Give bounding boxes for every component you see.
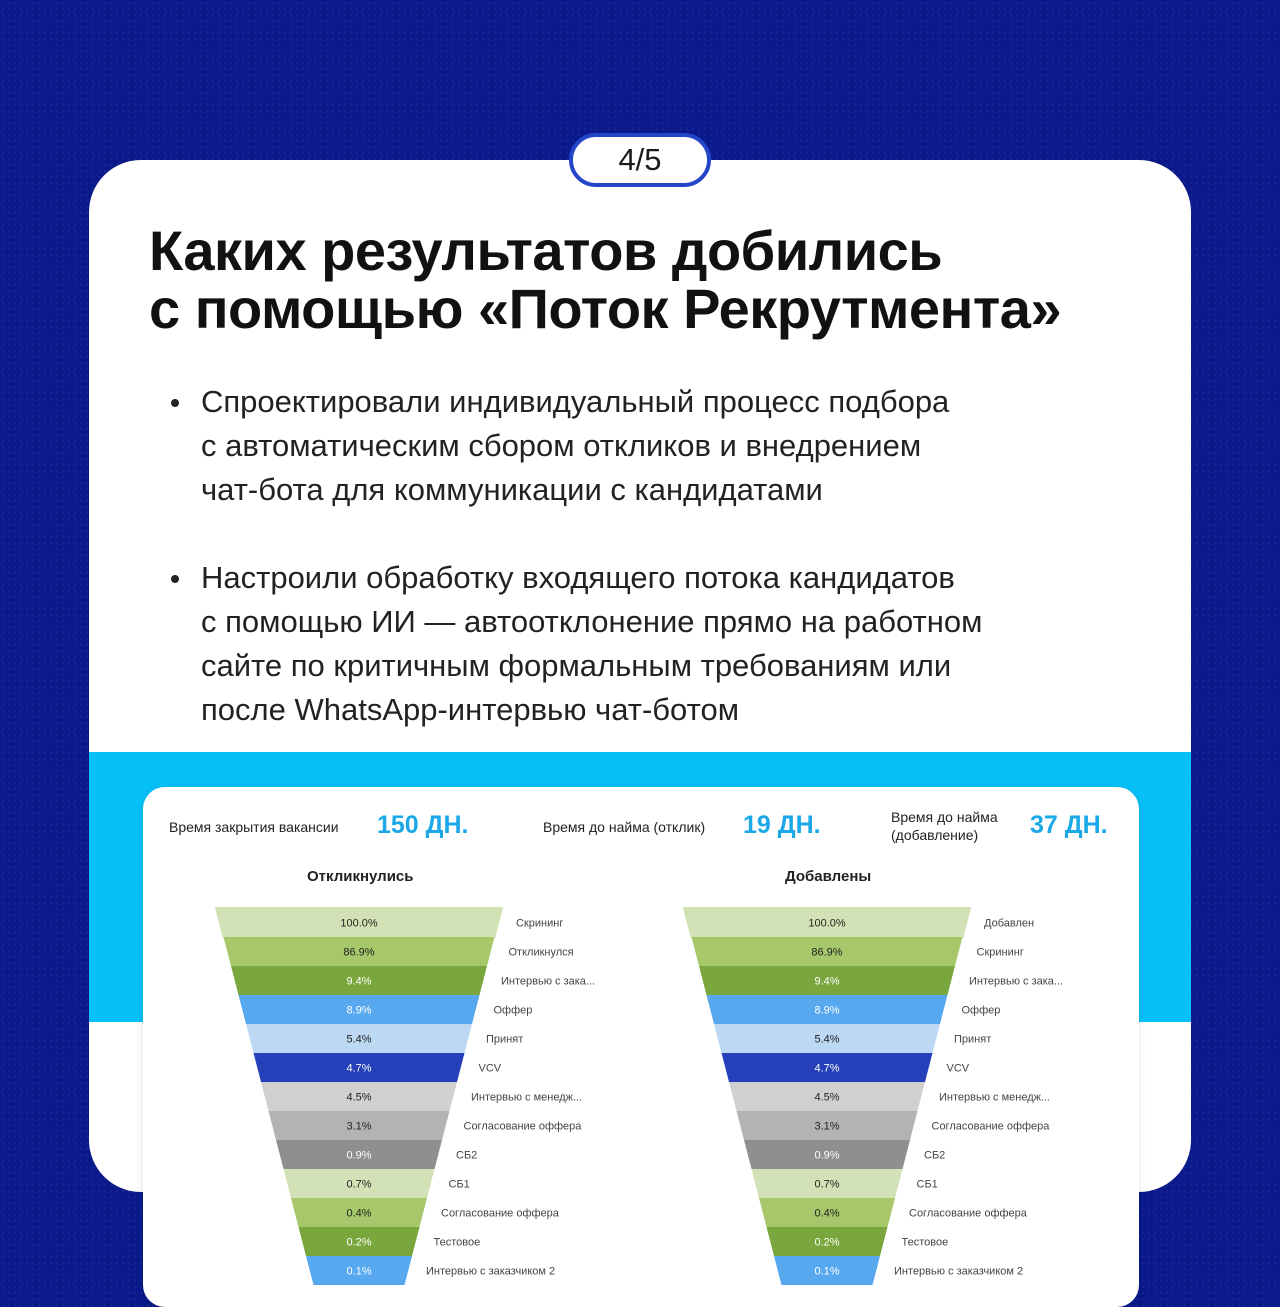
funnel-value-label: 3.1% xyxy=(346,1120,372,1133)
bullet-line: с помощью ИИ — автоотклонение прямо на работном xyxy=(201,604,983,639)
funnel-title-added: Добавлены xyxy=(785,868,872,885)
funnel-category-label: СБ2 xyxy=(456,1149,478,1162)
funnel-category-label: Интервью с зака... xyxy=(969,975,1064,988)
metric-value-close-time: 150 ДН. xyxy=(377,811,469,839)
funnel-category-label: Скрининг xyxy=(976,946,1024,959)
bullet-line: сайте по критичным формальным требованиям или xyxy=(201,648,952,683)
page-title xyxy=(149,219,1159,340)
metric-value-hire-added: 37 ДН. xyxy=(1030,811,1108,839)
funnel-category-label: Интервью с заказчиком 2 xyxy=(894,1265,1024,1278)
bullet-line: Настроили обработку входящего потока кандидатов xyxy=(201,560,955,595)
funnel-value-label: 0.4% xyxy=(346,1207,372,1220)
funnel-value-label: 0.7% xyxy=(346,1178,372,1191)
funnel-category-label: Согласование оффера xyxy=(441,1207,559,1220)
metric-label-close-time: Время закрытия вакансии xyxy=(169,819,339,835)
bullet-line: чат-бота для коммуникации с кандидатами xyxy=(201,472,823,507)
funnel-value-label: 4.7% xyxy=(346,1062,372,1075)
funnel-category-label: Согласование оффера xyxy=(909,1207,1027,1220)
funnel-category-label: СБ1 xyxy=(448,1178,470,1191)
funnel-value-label: 86.9% xyxy=(343,946,375,959)
funnel-charts xyxy=(143,787,1139,1307)
funnel-category-label: VCV xyxy=(478,1062,502,1075)
funnel-value-label: 4.7% xyxy=(814,1062,840,1075)
title-line-1: Каких результатов добились xyxy=(149,219,943,282)
funnel-value-label: 100.0% xyxy=(340,917,378,930)
funnel-value-label: 4.5% xyxy=(814,1091,840,1104)
funnel-category-label: СБ2 xyxy=(924,1149,946,1162)
funnel-value-label: 4.5% xyxy=(346,1091,372,1104)
funnel-title-responded: Откликнулись xyxy=(307,868,414,885)
funnel-category-label: Согласование оффера xyxy=(931,1120,1050,1133)
funnel-category-label: Согласование оффера xyxy=(463,1120,582,1133)
funnel-category-label: Добавлен xyxy=(984,917,1035,930)
results-list xyxy=(201,380,1161,776)
funnel-value-label: 8.9% xyxy=(346,1004,372,1017)
funnel-category-label: Откликнулся xyxy=(508,946,574,959)
bullet-line: после WhatsApp-интервью чат-ботом xyxy=(201,692,740,727)
funnel-value-label: 0.1% xyxy=(814,1265,840,1278)
funnel-value-label: 86.9% xyxy=(811,946,843,959)
title-line-2: с помощью «Поток Рекрутмента» xyxy=(149,277,1062,340)
funnel-value-label: 0.9% xyxy=(346,1149,372,1162)
funnel-value-label: 3.1% xyxy=(814,1120,840,1133)
funnel-value-label: 5.4% xyxy=(814,1033,840,1046)
funnel-category-label: Скрининг xyxy=(516,917,564,930)
funnel-value-label: 9.4% xyxy=(814,975,840,988)
page-indicator-badge: 4/5 xyxy=(569,133,711,187)
funnel-category-label: Принят xyxy=(486,1033,524,1046)
funnel-value-label: 5.4% xyxy=(346,1033,372,1046)
metric-label-line: Время до найма xyxy=(891,809,998,825)
funnel-value-label: 0.2% xyxy=(346,1236,372,1249)
funnel-category-label: Оффер xyxy=(493,1004,533,1017)
funnel-category-label: Интервью с менедж... xyxy=(471,1091,583,1104)
funnel-value-label: 100.0% xyxy=(808,917,846,930)
dashboard-panel xyxy=(143,787,1139,1307)
metric-value-hire-response: 19 ДН. xyxy=(743,811,821,839)
funnel-category-label: Интервью с зака... xyxy=(501,975,596,988)
metric-label-hire-response: Время до найма (отклик) xyxy=(543,819,706,835)
funnel-category-label: Тестовое xyxy=(901,1236,949,1249)
funnel-category-label: VCV xyxy=(946,1062,970,1075)
metric-label-line: (добавление) xyxy=(891,827,979,843)
funnel-category-label: Принят xyxy=(954,1033,992,1046)
funnel-value-label: 0.2% xyxy=(814,1236,840,1249)
funnel-value-label: 8.9% xyxy=(814,1004,840,1017)
funnel-value-label: 0.9% xyxy=(814,1149,840,1162)
funnel-category-label: Интервью с заказчиком 2 xyxy=(426,1265,556,1278)
funnel-value-label: 9.4% xyxy=(346,975,372,988)
bullet-line: с автоматическим сбором откликов и внедрением xyxy=(201,428,922,463)
list-item xyxy=(201,556,1161,732)
funnel-category-label: Интервью с менедж... xyxy=(939,1091,1051,1104)
funnel-value-label: 0.4% xyxy=(814,1207,840,1220)
funnel-value-label: 0.1% xyxy=(346,1265,372,1278)
funnel-value-label: 0.7% xyxy=(814,1178,840,1191)
funnel-category-label: Тестовое xyxy=(433,1236,481,1249)
list-item xyxy=(201,380,1161,512)
bullet-line: Спроектировали индивидуальный процесс подбора xyxy=(201,384,950,419)
funnel-category-label: Оффер xyxy=(961,1004,1001,1017)
funnel-category-label: СБ1 xyxy=(916,1178,938,1191)
